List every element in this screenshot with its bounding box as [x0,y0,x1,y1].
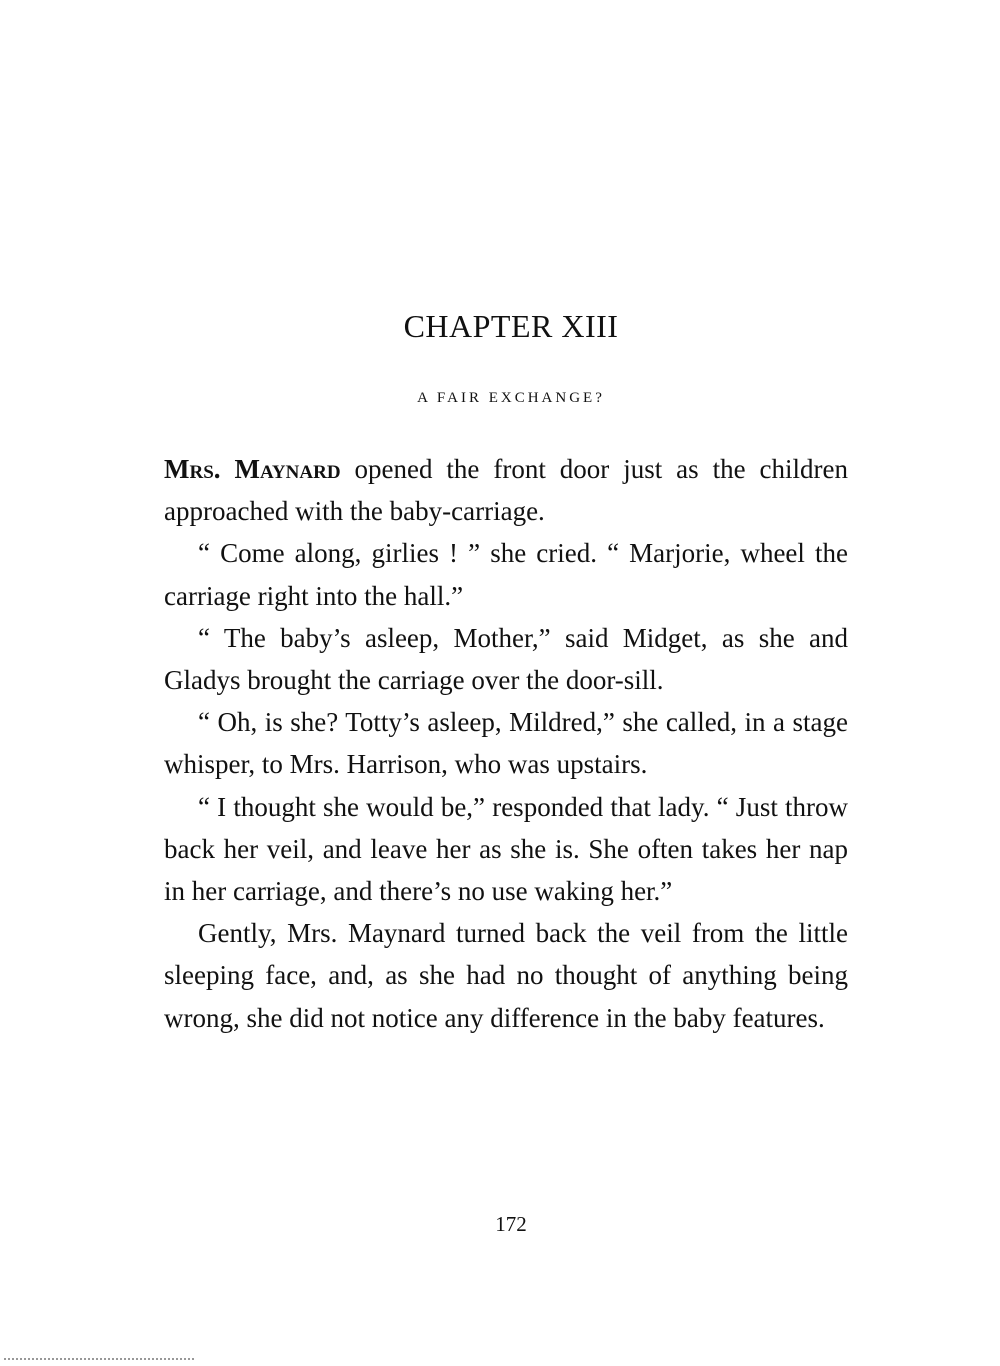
paragraph-2: “ Come along, girlies ! ” she cried. “ Marjorie, wheel the carriage right into the hall.” [164,538,848,611]
paragraph-1-lead: Mrs. Maynard [164,454,341,484]
paragraph-1 [164,448,848,532]
scan-edge-artifact [4,1358,194,1360]
page-number: 172 [495,1212,527,1236]
chapter-subtitle: A FAIR EXCHANGE? [417,390,605,406]
paragraph-5: “ I thought she would be,” responded that lady. “ Just throw back her veil, and leave her as she is. She often takes her nap in her carriage, and there’s no use waking her.” [164,791,848,907]
paragraph-3: “ The baby’s asleep, Mother,” said Midget, as she and Gladys brought the carriage over the door-sill. [164,622,848,696]
paragraph-4: “ Oh, is she? Totty’s asleep, Mildred,” she called, in a stage whisper, to Mrs. Harrison, who was upstairs. [164,707,848,780]
paragraph-6: Gently, Mrs. Maynard turned back the veil from the little sleeping face, and, as she had no thought of anything being wrong, she did not notice any difference in the baby features. [164,918,848,1033]
paragraph-1-text: opened the front door just as the children approached with the baby-carriage. [164,454,848,527]
chapter-title: CHAPTER XIII [403,308,619,344]
chapter-body [164,448,848,1039]
